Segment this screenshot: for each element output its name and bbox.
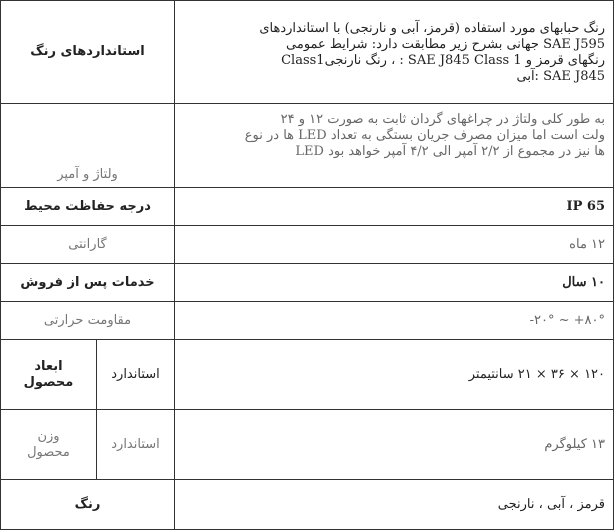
text-line: SAE J595 جهانی بشرح زیر مطابقت دارد: شرایط عمومی <box>286 37 606 52</box>
table-row <box>1 410 614 480</box>
table-row <box>1 226 614 264</box>
dimensions-value: ۱۲۰ × ۳۶ × ۲۱ سانتیمتر <box>175 340 614 410</box>
table-row <box>1 1 614 104</box>
text-line: ها نیز در مجموع از ۲/۲ آمپر الی ۴/۲ آمپر خواهد بود LED <box>295 144 606 159</box>
color-value: قرمز ، آبی ، نارنجی <box>175 480 614 530</box>
weight-label: وزن محصول <box>1 410 97 480</box>
protection-value-text: IP 65 <box>566 198 606 214</box>
weight-value: ۱۳ کیلوگرم <box>175 410 614 480</box>
text-line: رنگهای قرمز و SAE J845 Class 1 : ، رنگ نارنجیClass1 <box>281 53 606 68</box>
voltage-value <box>175 104 614 188</box>
after-sales-value: ۱۰ سال <box>175 264 614 302</box>
text-line: به طور کلی ولتاژ در چراغهای گردان ثابت به صورت ۱۲ و ۲۴ <box>280 112 606 127</box>
protection-value <box>175 188 614 226</box>
dimensions-label: ابعاد محصول <box>1 340 97 410</box>
table-row <box>1 104 614 188</box>
table-row <box>1 188 614 226</box>
protection-label: درجه حفاظت محیط <box>1 188 175 226</box>
weight-sub-label: استاندارد <box>97 410 175 480</box>
text-line: رنگ حبابهای مورد استفاده (قرمز، آبی و نارنجی) با استانداردهای <box>259 21 606 36</box>
warranty-label: گارانتی <box>1 226 175 264</box>
after-sales-label: خدمات پس از فروش <box>1 264 175 302</box>
dimensions-sub-label: استاندارد <box>97 340 175 410</box>
color-standards-value <box>175 1 614 104</box>
color-standards-label: استانداردهای رنگ <box>1 1 175 104</box>
thermal-value-text: -۲۰° ~ +۸۰° <box>529 312 606 328</box>
thermal-label: مقاومت حرارتی <box>1 302 175 340</box>
table-row <box>1 302 614 340</box>
voltage-label: ولتاژ و آمپر <box>1 104 175 188</box>
table-row <box>1 480 614 530</box>
text-line: ولت است اما میزان مصرف جریان بستگی به تعداد LED ها در نوع <box>244 128 606 143</box>
table-row <box>1 340 614 410</box>
text-line: SAE J845 :آبی <box>516 69 606 84</box>
table-row <box>1 264 614 302</box>
thermal-value <box>175 302 614 340</box>
warranty-value: ۱۲ ماه <box>175 226 614 264</box>
color-label: رنگ <box>1 480 175 530</box>
